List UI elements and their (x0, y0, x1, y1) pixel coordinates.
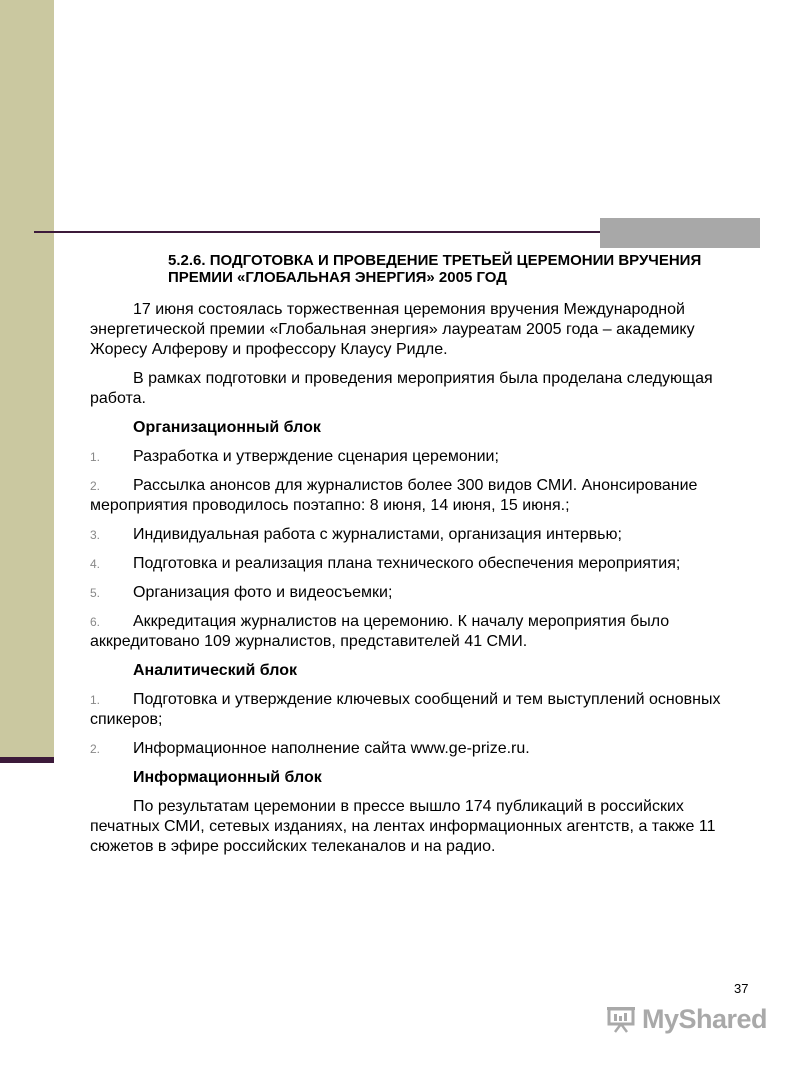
list-number: 5. (90, 586, 101, 600)
left-decor-accent (0, 757, 54, 763)
list-item (90, 476, 755, 516)
list-item (90, 612, 755, 652)
list-number: 2. (90, 742, 101, 756)
list-item (90, 583, 755, 603)
gray-decor-block (600, 218, 760, 248)
list-number: 1. (90, 693, 101, 707)
list-text: Рассылка анонсов для журналистов более 300 видов СМИ. Анонсирование мероприятия проводилось поэтапно: 8 июня, 14 июня, 15 июня.; (90, 477, 698, 514)
list-text: Подготовка и утверждение ключевых сообщений и тем выступлений основных спикеров; (90, 691, 721, 728)
list-item (90, 447, 755, 467)
list-number: 2. (90, 479, 101, 493)
heading-info-block: Информационный блок (133, 769, 322, 786)
watermark-logo (606, 1002, 767, 1036)
document-body (90, 252, 755, 866)
presentation-icon (606, 1005, 636, 1033)
page-title: 5.2.6. ПОДГОТОВКА И ПРОВЕДЕНИЕ ТРЕТЬЕЙ ЦЕРЕМОНИИ ВРУЧЕНИЯ ПРЕМИИ «ГЛОБАЛЬНАЯ ЭНЕРГИЯ» 2005 ГОД (168, 252, 702, 286)
list-text: Организация фото и видеосъемки; (133, 584, 393, 601)
list-item (90, 525, 755, 545)
list-item (90, 554, 755, 574)
heading-analytic-block: Аналитический блок (133, 662, 298, 679)
list-text: Информационное наполнение сайта www.ge-prize.ru. (133, 740, 530, 757)
heading-org-block: Организационный блок (133, 419, 321, 436)
list-text: Подготовка и реализация плана технического обеспечения мероприятия; (133, 555, 681, 572)
list-text: Индивидуальная работа с журналистами, организация интервью; (133, 526, 622, 543)
list-number: 3. (90, 528, 101, 542)
page-number: 37 (734, 981, 749, 996)
list-number: 6. (90, 615, 101, 629)
list-number: 4. (90, 557, 101, 571)
list-item (90, 690, 755, 730)
list-text: Аккредитация журналистов на церемонию. К началу мероприятия было аккредитовано 109 журналистов, представителей 41 СМИ. (90, 613, 670, 650)
list-number: 1. (90, 450, 101, 464)
list-text: Разработка и утверждение сценария церемонии; (133, 448, 499, 465)
watermark-text: MyShared (642, 1003, 768, 1034)
left-decor-band (0, 0, 54, 760)
paragraph-info: По результатам церемонии в прессе вышло 174 публикаций в российских печатных СМИ, сетевых изданиях, на лентах информационных агентств, а также 11 сюжетов в эфире российских телеканалов и на радио. (90, 798, 716, 855)
list-item (90, 739, 755, 759)
paragraph-intro: 17 июня состоялась торжественная церемония вручения Международной энергетической премии «Глобальная энергия» лауреатам 2005 года – академику Жоресу Алферову и профессору Клаусу Ридле. (90, 301, 695, 358)
paragraph-work: В рамках подготовки и проведения мероприятия была проделана следующая работа. (90, 370, 713, 407)
